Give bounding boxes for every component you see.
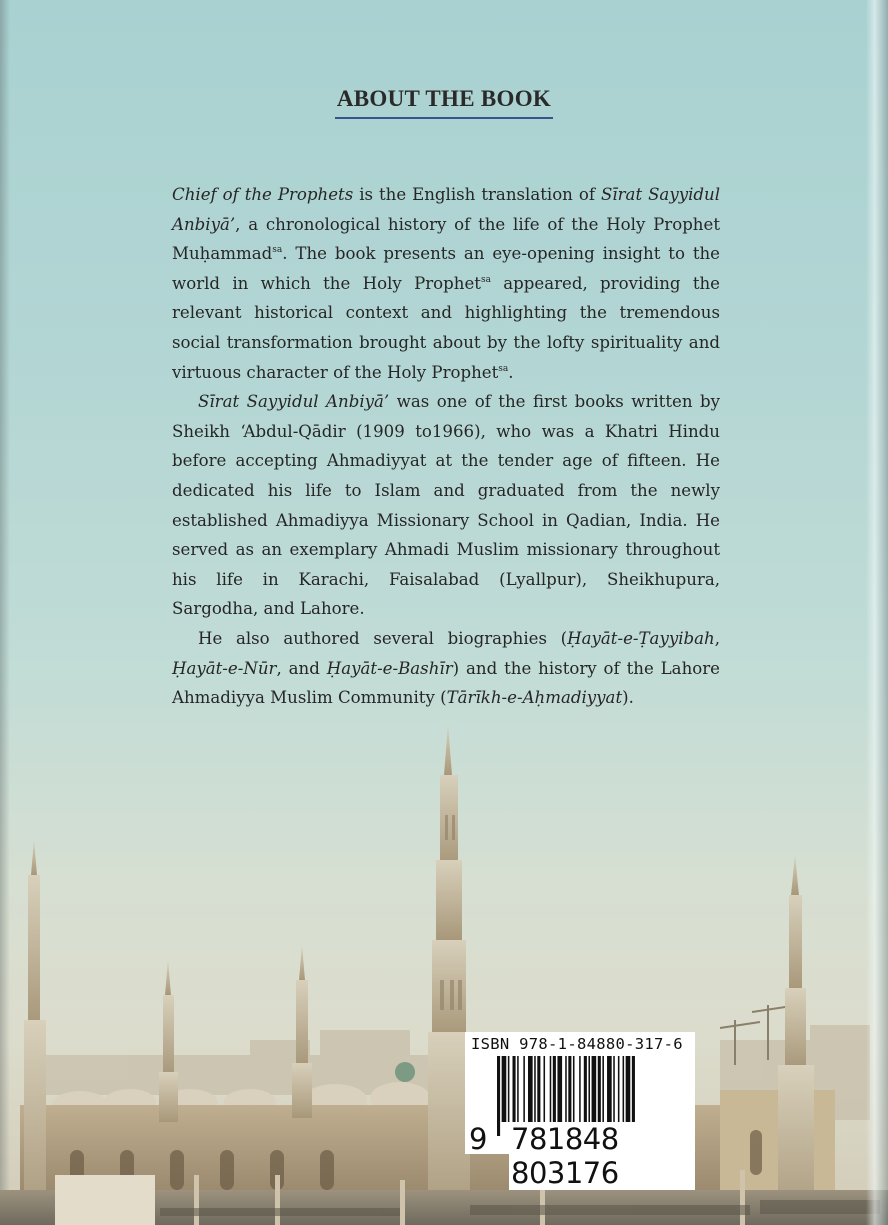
barcode-bar	[508, 1056, 510, 1122]
barcode-bar	[588, 1056, 590, 1122]
p1-text-5: .	[508, 362, 514, 382]
barcode-bar	[513, 1056, 516, 1122]
paragraph-3	[172, 624, 720, 713]
biography-title: Ḥayāt-e-Ṭayyibah	[567, 628, 715, 648]
barcode-bar	[626, 1056, 631, 1122]
about-heading-wrap	[0, 86, 888, 119]
biography-title: Ḥayāt-e-Bashīr	[326, 658, 453, 678]
barcode-bar	[528, 1056, 533, 1122]
barcode-bar	[565, 1056, 567, 1122]
barcode-bar	[607, 1056, 612, 1122]
barcode-bar	[598, 1056, 601, 1122]
p1-text-4: appeared, providing the relevant historical context and highlighting the tremendous social transformation brought about by the lofty spirituality and virtuous character of the Holy Prophet	[172, 273, 720, 382]
biography-title: Ḥayāt-e-Nūr	[172, 658, 277, 678]
honorific-sup: sa	[480, 274, 491, 285]
original-work-title: Sīrat Sayyidul Anbiyā’	[172, 185, 720, 234]
p3-text-3: , and	[276, 658, 327, 678]
p3-text-2: ,	[714, 628, 720, 648]
mosque-photo	[0, 720, 888, 1225]
minaret-center-left	[292, 945, 312, 1118]
barcode-bar	[544, 1056, 546, 1122]
paragraph-2	[172, 387, 720, 624]
plaza-pavilion	[55, 1175, 155, 1225]
barcode-bar	[523, 1056, 525, 1122]
barcode-bar	[584, 1056, 587, 1122]
barcode-bar	[579, 1056, 581, 1122]
minaret-far-left	[24, 840, 46, 1225]
book-spine-shadow	[866, 0, 888, 1225]
p3-text-4: ) and the history of the Lahore Ahmadiyya Muslim Community (	[172, 658, 721, 708]
p3-text-1: He also authored several biographies (	[198, 628, 568, 648]
about-text	[172, 180, 720, 713]
barcode-bar	[550, 1056, 552, 1122]
p2-text: was one of the first books written by Sheikh ‘Abdul-Qādir (1909 to1966), who was a Khatri Hindu before accepting Ahmadiyyat at the tender age of fifteen. He dedicated his life to Islam and graduated from the newly established Ahmadiyya Missionary School in Qadian, India. He served as an exemplary Ahmadi Muslim missionary throughout his life in Karachi, Faisalabad (Lyallpur), Sheikhupura, Sargodha, and Lahore.	[172, 392, 720, 619]
original-work-title: Sīrat Sayyidul Anbiyā’	[198, 392, 390, 412]
p3-text-5: ).	[622, 688, 634, 708]
barcode-bar	[553, 1056, 556, 1122]
barcode-bar	[573, 1056, 575, 1122]
barcode-bar	[557, 1056, 562, 1122]
honorific-sup: sa	[272, 245, 283, 256]
isbn-label: ISBN 978-1-84880-317-6	[471, 1035, 683, 1053]
p1-text-2: , a chronological history of the life of the Holy Prophet Muḥammad	[172, 214, 720, 264]
barcode-bar	[618, 1056, 620, 1122]
honorific-sup: sa	[498, 363, 509, 374]
barcode-bar	[537, 1056, 540, 1122]
history-title: Tārīkh-e-Aḥmadiyyat	[446, 688, 623, 708]
p1-text-1: is the English translation of	[353, 185, 601, 204]
barcode-bar	[502, 1056, 507, 1122]
minaret-left	[159, 960, 178, 1122]
book-title: Chief of the Prophets	[172, 185, 354, 204]
barcode-bar	[623, 1056, 625, 1122]
barcode-bar	[517, 1056, 519, 1122]
barcode-bar	[534, 1056, 536, 1122]
barcode-digits: 781848 803176	[509, 1122, 695, 1190]
minaret-tall-center	[428, 725, 470, 1225]
paragraph-1	[172, 180, 720, 387]
barcode-bar	[613, 1056, 615, 1122]
barcode-bar	[592, 1056, 597, 1122]
barcode-digit-first: 9	[469, 1122, 488, 1156]
isbn-barcode-box	[465, 1032, 695, 1190]
p1-text-3: . The book presents an eye-opening insight to the world in which the Holy Prophet	[172, 244, 720, 293]
barcode-bar	[602, 1056, 604, 1122]
barcode-bar	[497, 1056, 500, 1136]
about-the-book-heading: ABOUT THE BOOK	[335, 86, 553, 119]
